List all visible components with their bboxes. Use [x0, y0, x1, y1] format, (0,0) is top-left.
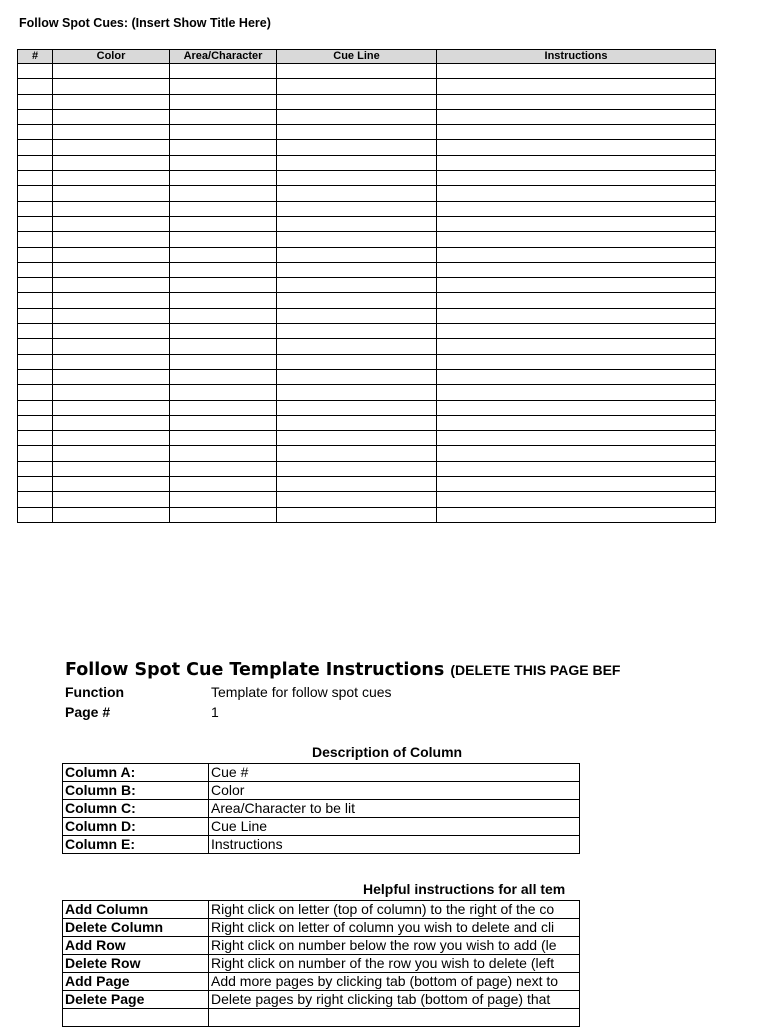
- cell-area-character[interactable]: [170, 477, 277, 492]
- instructions-page: [62, 660, 621, 1024]
- cell-instructions[interactable]: [437, 247, 716, 262]
- helpful-key: Add Column: [63, 901, 209, 919]
- cell-area-character[interactable]: [170, 492, 277, 507]
- cell-color[interactable]: [53, 369, 170, 384]
- cell-cue-line[interactable]: [277, 461, 437, 476]
- cell-cue-line[interactable]: [277, 278, 437, 293]
- cell-instructions[interactable]: [437, 339, 716, 354]
- cell-number[interactable]: [18, 385, 53, 400]
- cell-instructions[interactable]: [437, 140, 716, 155]
- cue-row: [18, 324, 716, 339]
- cell-number[interactable]: [18, 477, 53, 492]
- cell-number[interactable]: [18, 507, 53, 522]
- cell-cue-line[interactable]: [277, 492, 437, 507]
- instructions-title: [65, 660, 620, 680]
- cell-color[interactable]: [53, 477, 170, 492]
- meta-label-function: Function: [65, 684, 125, 700]
- cell-instructions[interactable]: [437, 94, 716, 109]
- meta-value-function: Template for follow spot cues: [211, 684, 392, 700]
- meta-value-page: 1: [211, 704, 219, 720]
- cell-area-character[interactable]: [170, 461, 277, 476]
- helpful-value: [209, 1009, 580, 1027]
- cue-row: [18, 278, 716, 293]
- cell-cue-line[interactable]: [277, 339, 437, 354]
- cue-row: [18, 339, 716, 354]
- column-description-row: [63, 782, 580, 800]
- cell-instructions[interactable]: [437, 431, 716, 446]
- cell-color[interactable]: [53, 109, 170, 124]
- cue-table-header: [18, 50, 716, 64]
- helpful-row: [63, 901, 580, 919]
- cell-cue-line[interactable]: [277, 171, 437, 186]
- cell-instructions[interactable]: [437, 446, 716, 461]
- cell-number[interactable]: [18, 155, 53, 170]
- cell-color[interactable]: [53, 186, 170, 201]
- cell-instructions[interactable]: [437, 155, 716, 170]
- cell-color[interactable]: [53, 354, 170, 369]
- cue-row: [18, 155, 716, 170]
- helpful-value: Right click on number of the row you wish to delete (left: [209, 955, 580, 973]
- cell-number[interactable]: [18, 201, 53, 216]
- column-header-instructions[interactable]: Instructions: [437, 50, 716, 64]
- cell-number[interactable]: [18, 308, 53, 323]
- cell-color[interactable]: [53, 232, 170, 247]
- helpful-row: [63, 991, 580, 1009]
- column-description-row: [63, 818, 580, 836]
- cell-area-character[interactable]: [170, 140, 277, 155]
- cell-color[interactable]: [53, 79, 170, 94]
- cell-color[interactable]: [53, 385, 170, 400]
- cue-row: [18, 140, 716, 155]
- cell-number[interactable]: [18, 125, 53, 140]
- column-value: Cue #: [209, 764, 580, 782]
- cue-row: [18, 171, 716, 186]
- cell-instructions[interactable]: [437, 64, 716, 79]
- column-key: Column A:: [63, 764, 209, 782]
- cell-number[interactable]: [18, 216, 53, 231]
- cell-instructions[interactable]: [437, 125, 716, 140]
- cue-table: [17, 49, 716, 523]
- instructions-title-text: Follow Spot Cue Template Instructions: [65, 660, 445, 680]
- column-header-area-character[interactable]: Area/Character: [170, 50, 277, 64]
- cell-number[interactable]: [18, 247, 53, 262]
- cue-row: [18, 201, 716, 216]
- cue-row: [18, 461, 716, 476]
- cell-cue-line[interactable]: [277, 125, 437, 140]
- cell-instructions[interactable]: [437, 385, 716, 400]
- cell-cue-line[interactable]: [277, 155, 437, 170]
- cue-row: [18, 186, 716, 201]
- cell-instructions[interactable]: [437, 415, 716, 430]
- cell-instructions[interactable]: [437, 186, 716, 201]
- cue-row: [18, 94, 716, 109]
- helpful-key: Delete Column: [63, 919, 209, 937]
- cue-row: [18, 415, 716, 430]
- cell-instructions[interactable]: [437, 262, 716, 277]
- helpful-instructions-table: [62, 900, 580, 1027]
- cell-number[interactable]: [18, 431, 53, 446]
- cue-row: [18, 64, 716, 79]
- column-key: Column E:: [63, 836, 209, 854]
- cell-cue-line[interactable]: [277, 308, 437, 323]
- cell-area-character[interactable]: [170, 293, 277, 308]
- cell-color[interactable]: [53, 400, 170, 415]
- helpful-row: [63, 919, 580, 937]
- cell-cue-line[interactable]: [277, 415, 437, 430]
- cell-color[interactable]: [53, 155, 170, 170]
- cue-row: [18, 308, 716, 323]
- cell-color[interactable]: [53, 461, 170, 476]
- cell-area-character[interactable]: [170, 400, 277, 415]
- cell-color[interactable]: [53, 507, 170, 522]
- cell-color[interactable]: [53, 324, 170, 339]
- cell-instructions[interactable]: [437, 507, 716, 522]
- cell-cue-line[interactable]: [277, 369, 437, 384]
- cell-number[interactable]: [18, 461, 53, 476]
- cell-area-character[interactable]: [170, 232, 277, 247]
- cell-cue-line[interactable]: [277, 324, 437, 339]
- cell-color[interactable]: [53, 308, 170, 323]
- cell-color[interactable]: [53, 94, 170, 109]
- cell-number[interactable]: [18, 492, 53, 507]
- column-header-color[interactable]: Color: [53, 50, 170, 64]
- helpful-row: [63, 937, 580, 955]
- cell-area-character[interactable]: [170, 339, 277, 354]
- cell-color[interactable]: [53, 64, 170, 79]
- cell-cue-line[interactable]: [277, 446, 437, 461]
- cell-area-character[interactable]: [170, 125, 277, 140]
- cell-area-character[interactable]: [170, 216, 277, 231]
- cell-instructions[interactable]: [437, 201, 716, 216]
- column-value: Cue Line: [209, 818, 580, 836]
- cell-number[interactable]: [18, 232, 53, 247]
- cell-number[interactable]: [18, 369, 53, 384]
- cell-number[interactable]: [18, 94, 53, 109]
- cue-row: [18, 354, 716, 369]
- cue-row: [18, 125, 716, 140]
- cell-area-character[interactable]: [170, 446, 277, 461]
- cue-row: [18, 492, 716, 507]
- cell-instructions[interactable]: [437, 492, 716, 507]
- cell-color[interactable]: [53, 201, 170, 216]
- column-header-cue-line[interactable]: Cue Line: [277, 50, 437, 64]
- cue-row: [18, 232, 716, 247]
- cell-color[interactable]: [53, 492, 170, 507]
- cue-row: [18, 507, 716, 522]
- cell-cue-line[interactable]: [277, 186, 437, 201]
- cell-color[interactable]: [53, 278, 170, 293]
- cell-area-character[interactable]: [170, 308, 277, 323]
- column-description-table: [62, 763, 580, 854]
- helpful-row-partial: [63, 1009, 580, 1027]
- helpful-value: Right click on letter (top of column) to the right of the co: [209, 901, 580, 919]
- cell-instructions[interactable]: [437, 232, 716, 247]
- cell-area-character[interactable]: [170, 201, 277, 216]
- cell-area-character[interactable]: [170, 247, 277, 262]
- cell-cue-line[interactable]: [277, 247, 437, 262]
- cell-color[interactable]: [53, 339, 170, 354]
- cell-area-character[interactable]: [170, 415, 277, 430]
- column-key: Column D:: [63, 818, 209, 836]
- cell-cue-line[interactable]: [277, 400, 437, 415]
- cell-cue-line[interactable]: [277, 64, 437, 79]
- cell-color[interactable]: [53, 431, 170, 446]
- cell-color[interactable]: [53, 125, 170, 140]
- cell-number[interactable]: [18, 293, 53, 308]
- cell-area-character[interactable]: [170, 186, 277, 201]
- cell-cue-line[interactable]: [277, 216, 437, 231]
- cell-cue-line[interactable]: [277, 507, 437, 522]
- cue-row: [18, 247, 716, 262]
- cell-area-character[interactable]: [170, 385, 277, 400]
- cell-instructions[interactable]: [437, 109, 716, 124]
- cell-cue-line[interactable]: [277, 385, 437, 400]
- cell-area-character[interactable]: [170, 171, 277, 186]
- cue-row: [18, 385, 716, 400]
- column-description-row: [63, 764, 580, 782]
- sheet-title: Follow Spot Cues: (Insert Show Title Here): [19, 16, 271, 30]
- helpful-value: Right click on letter of column you wish to delete and cli: [209, 919, 580, 937]
- column-value: Instructions: [209, 836, 580, 854]
- cell-cue-line[interactable]: [277, 262, 437, 277]
- cell-cue-line[interactable]: [277, 79, 437, 94]
- cell-number[interactable]: [18, 415, 53, 430]
- cell-instructions[interactable]: [437, 461, 716, 476]
- cell-instructions[interactable]: [437, 308, 716, 323]
- column-description-row: [63, 836, 580, 854]
- cell-number[interactable]: [18, 79, 53, 94]
- cell-cue-line[interactable]: [277, 140, 437, 155]
- cell-instructions[interactable]: [437, 400, 716, 415]
- cue-row: [18, 400, 716, 415]
- helpful-instructions-heading: Helpful instructions for all tem: [363, 881, 566, 897]
- cell-area-character[interactable]: [170, 369, 277, 384]
- cue-row: [18, 293, 716, 308]
- cell-color[interactable]: [53, 216, 170, 231]
- helpful-value: Add more pages by clicking tab (bottom of page) next to: [209, 973, 580, 991]
- cell-number[interactable]: [18, 262, 53, 277]
- cell-cue-line[interactable]: [277, 431, 437, 446]
- cell-number[interactable]: [18, 64, 53, 79]
- cell-color[interactable]: [53, 247, 170, 262]
- helpful-value: Right click on number below the row you wish to add (le: [209, 937, 580, 955]
- cell-number[interactable]: [18, 171, 53, 186]
- cell-cue-line[interactable]: [277, 477, 437, 492]
- column-key: Column C:: [63, 800, 209, 818]
- cell-area-character[interactable]: [170, 354, 277, 369]
- cell-area-character[interactable]: [170, 155, 277, 170]
- cue-row: [18, 109, 716, 124]
- column-key: Column B:: [63, 782, 209, 800]
- helpful-row: [63, 955, 580, 973]
- cell-color[interactable]: [53, 171, 170, 186]
- column-value: Color: [209, 782, 580, 800]
- helpful-row: [63, 973, 580, 991]
- cell-number[interactable]: [18, 278, 53, 293]
- cue-row: [18, 477, 716, 492]
- cell-cue-line[interactable]: [277, 354, 437, 369]
- meta-label-page: Page #: [65, 704, 111, 720]
- helpful-key: Delete Row: [63, 955, 209, 973]
- cue-row: [18, 446, 716, 461]
- helpful-key: Delete Page: [63, 991, 209, 1009]
- cell-cue-line[interactable]: [277, 201, 437, 216]
- cell-area-character[interactable]: [170, 262, 277, 277]
- instructions-title-note: (DELETE THIS PAGE BEF: [450, 662, 621, 678]
- cell-area-character[interactable]: [170, 79, 277, 94]
- cue-row: [18, 216, 716, 231]
- cell-instructions[interactable]: [437, 477, 716, 492]
- cell-instructions[interactable]: [437, 324, 716, 339]
- cell-instructions[interactable]: [437, 79, 716, 94]
- cell-number[interactable]: [18, 354, 53, 369]
- helpful-key: Add Page: [63, 973, 209, 991]
- cell-instructions[interactable]: [437, 293, 716, 308]
- cell-cue-line[interactable]: [277, 232, 437, 247]
- cell-instructions[interactable]: [437, 369, 716, 384]
- column-header-number[interactable]: #: [18, 50, 53, 64]
- cell-instructions[interactable]: [437, 354, 716, 369]
- helpful-key: [63, 1009, 209, 1027]
- cell-instructions[interactable]: [437, 216, 716, 231]
- cell-area-character[interactable]: [170, 109, 277, 124]
- cell-color[interactable]: [53, 262, 170, 277]
- cell-cue-line[interactable]: [277, 94, 437, 109]
- cell-number[interactable]: [18, 186, 53, 201]
- column-description-heading: Description of Column: [312, 744, 463, 760]
- cell-area-character[interactable]: [170, 507, 277, 522]
- cell-color[interactable]: [53, 415, 170, 430]
- column-description-row: [63, 800, 580, 818]
- cell-number[interactable]: [18, 109, 53, 124]
- helpful-key: Add Row: [63, 937, 209, 955]
- cue-row: [18, 262, 716, 277]
- cell-area-character[interactable]: [170, 64, 277, 79]
- helpful-value: Delete pages by right clicking tab (bottom of page) that: [209, 991, 580, 1009]
- cell-instructions[interactable]: [437, 171, 716, 186]
- cell-color[interactable]: [53, 140, 170, 155]
- cell-area-character[interactable]: [170, 431, 277, 446]
- cell-color[interactable]: [53, 446, 170, 461]
- cell-cue-line[interactable]: [277, 293, 437, 308]
- cell-instructions[interactable]: [437, 278, 716, 293]
- column-value: Area/Character to be lit: [209, 800, 580, 818]
- cell-area-character[interactable]: [170, 94, 277, 109]
- cell-area-character[interactable]: [170, 278, 277, 293]
- cell-area-character[interactable]: [170, 324, 277, 339]
- cell-number[interactable]: [18, 446, 53, 461]
- cell-number[interactable]: [18, 324, 53, 339]
- cell-color[interactable]: [53, 293, 170, 308]
- cue-row: [18, 369, 716, 384]
- cell-number[interactable]: [18, 140, 53, 155]
- cell-number[interactable]: [18, 339, 53, 354]
- cell-number[interactable]: [18, 400, 53, 415]
- cue-row: [18, 431, 716, 446]
- cue-row: [18, 79, 716, 94]
- cell-cue-line[interactable]: [277, 109, 437, 124]
